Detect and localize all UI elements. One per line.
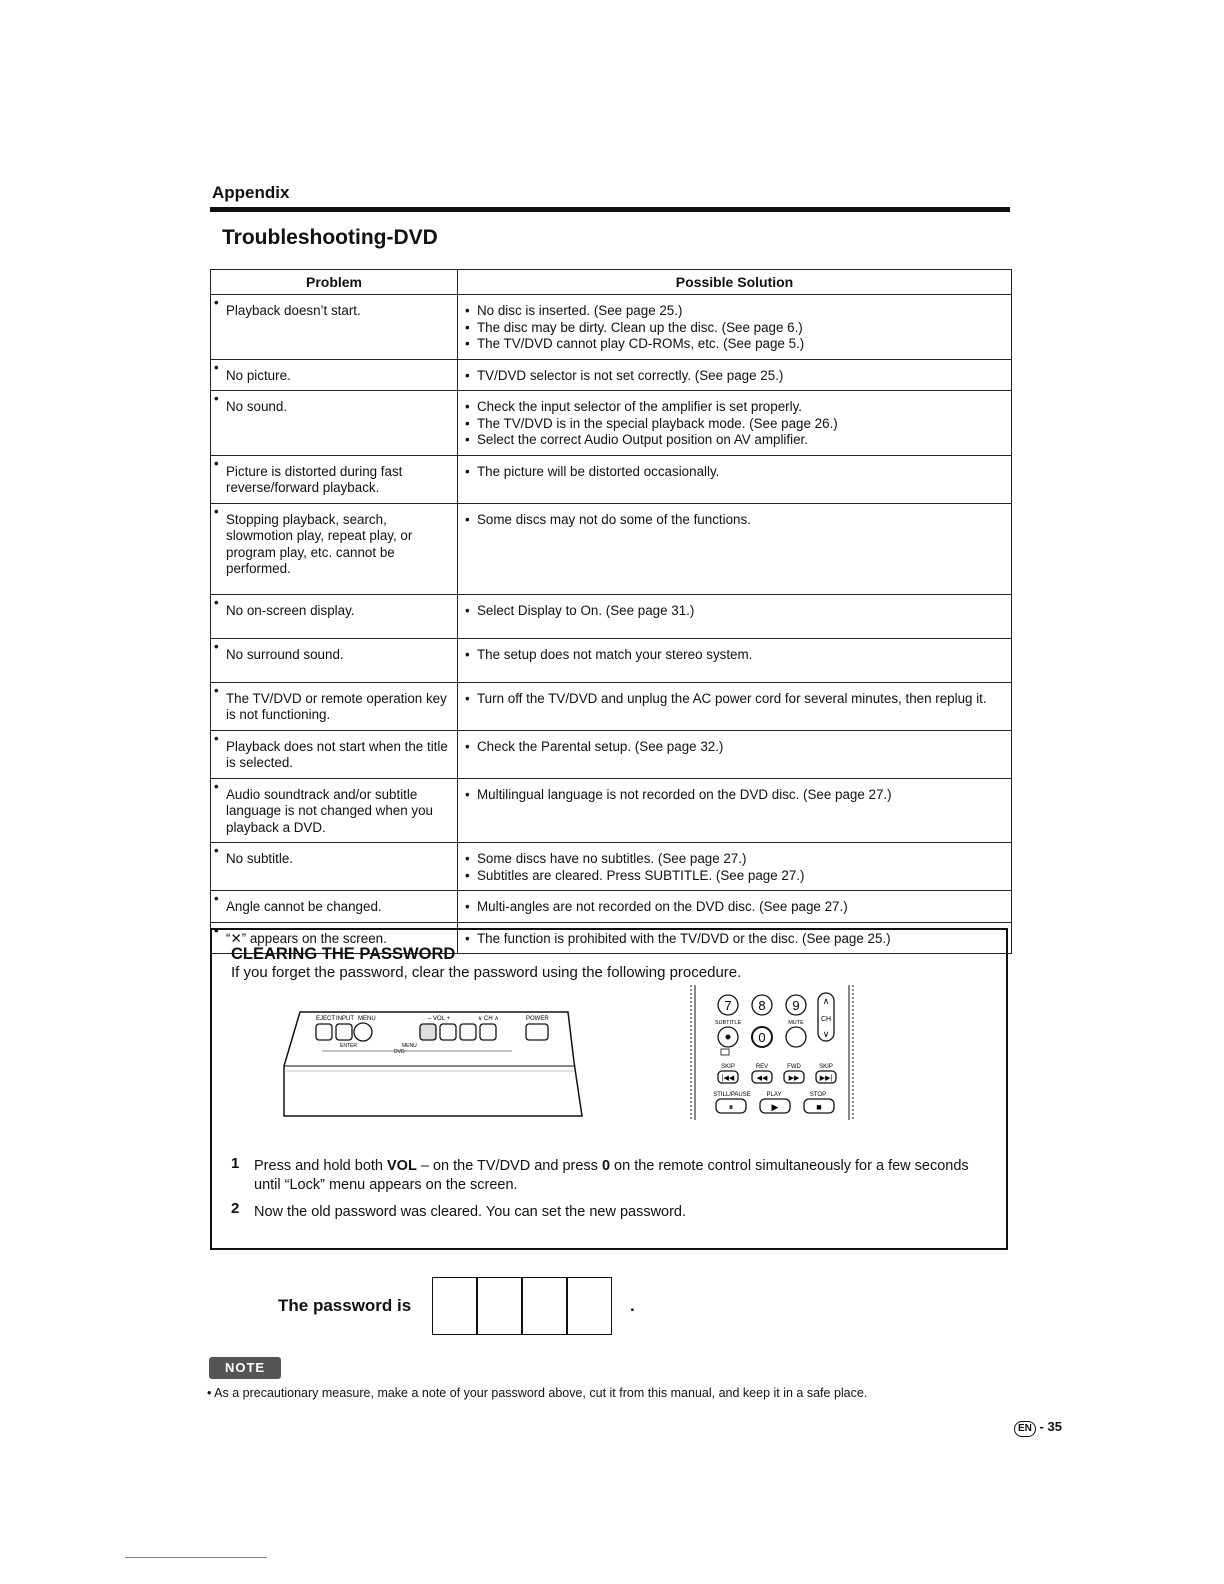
solution-item: • TV/DVD selector is not set correctly. (See page 25.) bbox=[462, 368, 1007, 385]
problem-cell: • Playback does not start when the title is selected. bbox=[211, 731, 457, 778]
solution-item: • Some discs have no subtitles. (See page 27.) bbox=[462, 851, 1007, 868]
header-rule bbox=[210, 207, 1010, 212]
language-badge: EN bbox=[1014, 1421, 1036, 1437]
panel-vol-plus-button bbox=[440, 1024, 456, 1040]
panel-menu-button bbox=[354, 1023, 372, 1041]
table-row bbox=[211, 843, 1012, 891]
solution-item: • Multilingual language is not recorded on the DVD disc. (See page 27.) bbox=[462, 787, 1007, 804]
remote-ch-up-icon: ∧ bbox=[822, 996, 830, 1006]
problem-cell: • Stopping playback, search, slowmotion play, repeat play, or program play, etc. cannot be performed. bbox=[211, 504, 457, 584]
panel-input-button bbox=[336, 1024, 352, 1040]
solution-item: • The setup does not match your stereo system. bbox=[462, 647, 1007, 664]
panel-label-power: POWER bbox=[526, 1016, 549, 1022]
solution-item: • The picture will be distorted occasionally. bbox=[462, 464, 1007, 481]
box-intro: If you forget the password, clear the password using the following procedure. bbox=[231, 964, 742, 981]
solution-item: • Turn off the TV/DVD and unplug the AC power cord for several minutes, then replug it. bbox=[462, 691, 1007, 708]
panel-label-vol: – VOL + bbox=[428, 1016, 450, 1022]
panel-label-enter: ENTER bbox=[340, 1043, 357, 1049]
panel-label-input: INPUT bbox=[336, 1016, 354, 1022]
remote-stop-label: STOP bbox=[809, 1092, 827, 1098]
column-header-problem: Problem bbox=[211, 270, 458, 295]
remote-key-8-label: 8 bbox=[758, 998, 766, 1013]
problem-cell: • Audio soundtrack and/or subtitle language is not changed when you playback a DVD. bbox=[211, 779, 457, 843]
panel-eject-button bbox=[316, 1024, 332, 1040]
table-row bbox=[211, 295, 1012, 360]
problem-cell: • Angle cannot be changed. bbox=[211, 891, 457, 922]
problem-cell: • No picture. bbox=[211, 360, 457, 391]
panel-ch-up-button bbox=[480, 1024, 496, 1040]
problem-cell: • No sound. bbox=[211, 391, 457, 422]
remote-play-label: PLAY bbox=[766, 1092, 782, 1098]
panel-power-button bbox=[526, 1024, 548, 1040]
panel-label-menu2: MENU bbox=[402, 1043, 417, 1049]
troubleshooting-table bbox=[210, 269, 1012, 954]
solution-item: • Some discs may not do some of the functions. bbox=[462, 512, 1007, 529]
table-row bbox=[211, 891, 1012, 923]
password-digit-box bbox=[567, 1277, 612, 1335]
table-row bbox=[211, 391, 1012, 456]
remote-small-icon bbox=[721, 1049, 729, 1055]
step-number: 1 bbox=[231, 1155, 240, 1172]
remote-fwd-label: FWD bbox=[787, 1064, 801, 1070]
remote-skip-back-label: SKIP bbox=[721, 1064, 735, 1070]
remote-rev-label: REV bbox=[755, 1064, 769, 1070]
stop-icon: ■ bbox=[816, 1102, 822, 1112]
solution-item: • The TV/DVD cannot play CD-ROMs, etc. (See page 5.) bbox=[462, 336, 1007, 353]
remote-ch-down-icon: ∨ bbox=[822, 1029, 830, 1039]
play-icon: ▶ bbox=[771, 1102, 779, 1112]
solution-item: • Check the Parental setup. (See page 32.) bbox=[462, 739, 1007, 756]
problem-cell: • No subtitle. bbox=[211, 843, 457, 874]
password-period: . bbox=[630, 1296, 635, 1315]
pause-icon: ⏸ bbox=[728, 1102, 734, 1112]
panel-vol-minus-button bbox=[420, 1024, 436, 1040]
table-row bbox=[211, 594, 1012, 638]
password-digit-box bbox=[522, 1277, 567, 1335]
problem-cell: • The TV/DVD or remote operation key is not functioning. bbox=[211, 683, 457, 730]
solution-item: • Select the correct Audio Output position on AV amplifier. bbox=[462, 432, 1007, 449]
remote-control-illustration bbox=[688, 985, 860, 1121]
rewind-icon: ◀◀ bbox=[756, 1075, 768, 1082]
remote-key-9-label: 9 bbox=[792, 998, 800, 1013]
box-title: CLEARING THE PASSWORD bbox=[231, 945, 456, 963]
solution-item: • The TV/DVD is in the special playback mode. (See page 26.) bbox=[462, 416, 1007, 433]
page-number: EN - 35 bbox=[1014, 1419, 1062, 1437]
remote-key-0-label: 0 bbox=[758, 1030, 766, 1045]
note-badge: NOTE bbox=[209, 1357, 281, 1379]
panel-label-eject: EJECT bbox=[316, 1016, 336, 1022]
bottom-divider bbox=[125, 1557, 267, 1558]
solution-item: • The function is prohibited with the TV/DVD or the disc. (See page 25.) bbox=[462, 931, 1007, 948]
problem-cell: • No on-screen display. bbox=[211, 595, 457, 626]
problem-cell: • Playback doesn’t start. bbox=[211, 295, 457, 326]
table-header-row bbox=[211, 270, 1012, 295]
problem-cell: • Picture is distorted during fast reverse/forward playback. bbox=[211, 456, 457, 503]
solution-item: • Select Display to On. (See page 31.) bbox=[462, 603, 1007, 620]
remote-mute-button bbox=[786, 1027, 806, 1047]
fast-forward-icon: ▶▶ bbox=[788, 1075, 800, 1082]
step-text: Press and hold both VOL – on the TV/DVD and press 0 on the remote control simultaneously for a few seconds until “Lock” menu appears on the screen. bbox=[254, 1158, 969, 1193]
skip-forward-icon: ▶▶| bbox=[819, 1075, 833, 1082]
panel-ch-down-button bbox=[460, 1024, 476, 1040]
remote-key-7-label: 7 bbox=[724, 998, 732, 1013]
remote-subtitle-label: SUBTITLE bbox=[714, 1020, 742, 1026]
remote-ch-label: CH bbox=[820, 1016, 832, 1023]
remote-mute-label: MUTE bbox=[788, 1020, 804, 1026]
panel-label-menu: MENU bbox=[358, 1016, 376, 1022]
solution-item: • No disc is inserted. (See page 25.) bbox=[462, 303, 1007, 320]
note-text: • As a precautionary measure, make a note of your password above, cut it from this manual, and keep it in a safe place. bbox=[207, 1386, 868, 1400]
password-digit-box bbox=[432, 1277, 477, 1335]
problem-cell: • “✕” appears on the screen. bbox=[211, 923, 457, 954]
page-title: Troubleshooting-DVD bbox=[222, 226, 438, 249]
section-label: Appendix bbox=[212, 183, 290, 202]
password-digit-box bbox=[477, 1277, 522, 1335]
panel-label-ch: ∨ CH ∧ bbox=[478, 1016, 499, 1022]
remote-skip-fwd-label: SKIP bbox=[819, 1064, 833, 1070]
remote-still-pause-label: STILL/PAUSE bbox=[713, 1092, 751, 1098]
column-header-solution: Possible Solution bbox=[458, 270, 1012, 295]
table-row bbox=[211, 638, 1012, 682]
solution-item: • Subtitles are cleared. Press SUBTITLE. (See page 27.) bbox=[462, 868, 1007, 885]
panel-label-dvd: DVD bbox=[394, 1049, 405, 1055]
skip-back-icon: |◀◀ bbox=[721, 1075, 735, 1082]
table-row bbox=[211, 359, 1012, 391]
step-text: Now the old password was cleared. You can set the new password. bbox=[254, 1204, 687, 1220]
tvdvd-panel-illustration bbox=[282, 1006, 584, 1120]
table-row bbox=[211, 455, 1012, 503]
table-row bbox=[211, 778, 1012, 843]
solution-item: • Check the input selector of the amplifier is set properly. bbox=[462, 399, 1007, 416]
problem-cell: • No surround sound. bbox=[211, 639, 457, 670]
table-row bbox=[211, 730, 1012, 778]
table-row bbox=[211, 503, 1012, 594]
solution-item: • Multi-angles are not recorded on the DVD disc. (See page 27.) bbox=[462, 899, 1007, 916]
solution-item: • The disc may be dirty. Clean up the disc. (See page 6.) bbox=[462, 320, 1007, 337]
password-label: The password is bbox=[278, 1296, 412, 1315]
table-row bbox=[211, 682, 1012, 730]
step-number: 2 bbox=[231, 1200, 240, 1217]
